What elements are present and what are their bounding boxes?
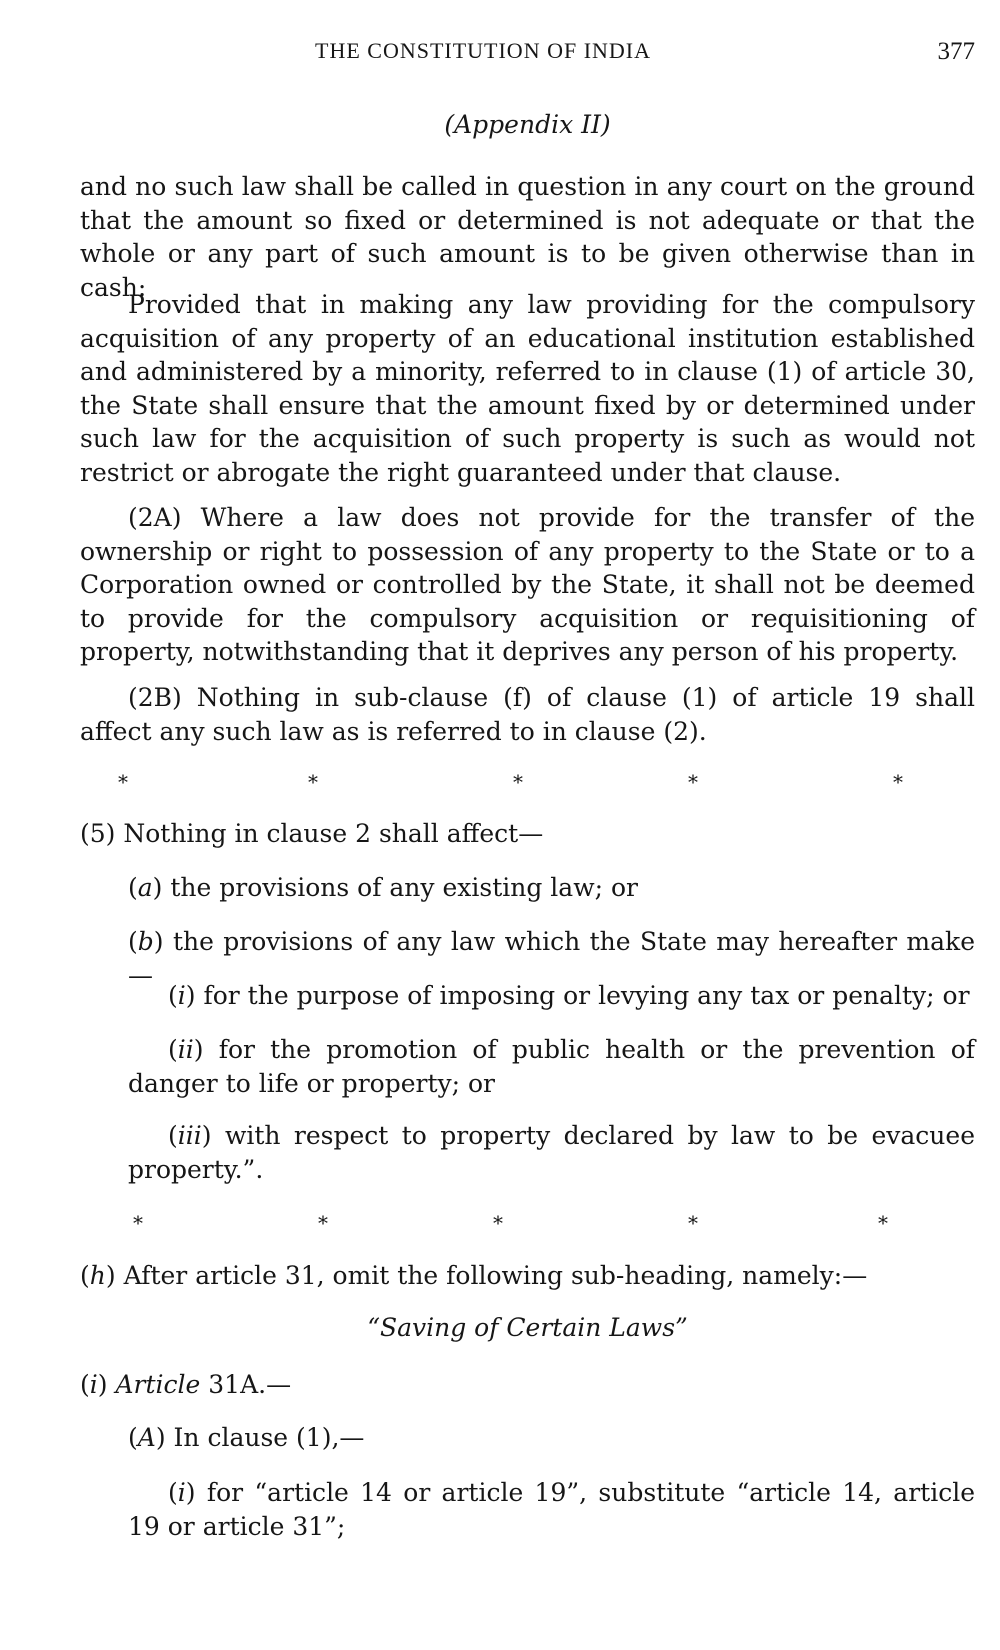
clause-marker: i bbox=[177, 981, 186, 1010]
omission-stars bbox=[80, 1211, 975, 1241]
paragraph-clause-5b: (b) the provisions of any law which the State may hereafter make— bbox=[128, 927, 975, 990]
clause-marker: i bbox=[177, 1478, 186, 1507]
paragraph-proviso: Provided that in making any law providing for the compulsory acquisition of any property of an educational institution established and administered by a minority, referred to in clause (1) of article 30, the State shall ensure that the amount fixed by or determined under such law for the acquisition of such property is such as would not restrict or abrogate the right guaranteed under that clause. bbox=[80, 290, 975, 487]
star: * bbox=[513, 770, 523, 794]
star: * bbox=[493, 1211, 503, 1235]
star: * bbox=[308, 770, 318, 794]
star: * bbox=[688, 1211, 698, 1235]
clause-text: 31A.— bbox=[200, 1370, 292, 1399]
paragraph-clause-h: (h) After article 31, omit the following sub-heading, namely:— bbox=[80, 1261, 868, 1290]
clause-marker: A bbox=[137, 1423, 156, 1452]
paragraph-clause-2b: (2B) Nothing in sub-clause (f) of clause (1) of article 19 shall affect any such law as is referred to in clause (2). bbox=[80, 683, 975, 746]
clause-text: the provisions of any existing law; or bbox=[162, 873, 638, 902]
star: * bbox=[893, 770, 903, 794]
article-label: Article bbox=[115, 1370, 201, 1399]
paragraph-clause-i: (i) Article 31A.— bbox=[80, 1370, 292, 1399]
paragraph-clause-A-i: (i) for “article 14 or article 19”, substitute “article 14, article 19 or article 31”; bbox=[128, 1478, 975, 1541]
page-number: 377 bbox=[937, 38, 975, 65]
star: * bbox=[318, 1211, 328, 1235]
paragraph-clause-A: (A) In clause (1),— bbox=[128, 1423, 365, 1452]
clause-text: After article 31, omit the following sub-heading, namely:— bbox=[115, 1261, 868, 1290]
appendix-label: (Appendix II) bbox=[444, 110, 611, 139]
clause-text: with respect to property declared by law to be evacuee property.”. bbox=[128, 1121, 975, 1184]
clause-marker: i bbox=[89, 1370, 98, 1399]
star: * bbox=[688, 770, 698, 794]
paragraph-clause-5: (5) Nothing in clause 2 shall affect— bbox=[80, 819, 544, 848]
clause-text: the provisions of any law which the State may hereafter make— bbox=[128, 927, 975, 990]
star: * bbox=[118, 770, 128, 794]
paragraph-clause-5b-ii: (ii) for the promotion of public health or the prevention of danger to life or property; or bbox=[128, 1035, 975, 1098]
paragraph-clause-2a: (2A) Where a law does not provide for the transfer of the ownership or right to possession of any property to the State or to a Corporation owned or controlled by the State, it shall not be deemed to provide for the compulsory acquisition or requisitioning of property, notwithstanding that it deprives any person of his property. bbox=[80, 503, 975, 666]
star: * bbox=[133, 1211, 143, 1235]
clause-text: for “article 14 or article 19”, substitute “article 14, article 19 or article 31”; bbox=[128, 1478, 975, 1541]
paragraph-continuation: and no such law shall be called in question in any court on the ground that the amount so fixed or determined is not adequate or that the whole or any part of such amount is to be given otherwise than in cash: bbox=[80, 172, 975, 302]
clause-text: In clause (1),— bbox=[165, 1423, 365, 1452]
clause-marker: b bbox=[137, 927, 154, 956]
clause-marker: a bbox=[137, 873, 153, 902]
paragraph-clause-5a: (a) the provisions of any existing law; or bbox=[128, 873, 638, 902]
clause-marker: h bbox=[89, 1261, 106, 1290]
clause-marker: iii bbox=[177, 1121, 202, 1150]
sub-heading: “Saving of Certain Laws” bbox=[367, 1313, 688, 1342]
omission-stars bbox=[80, 770, 975, 800]
running-header bbox=[80, 38, 975, 68]
clause-text: for the promotion of public health or the prevention of danger to life or property; or bbox=[128, 1035, 975, 1098]
clause-marker: ii bbox=[177, 1035, 194, 1064]
paragraph-clause-5b-i: (i) for the purpose of imposing or levying any tax or penalty; or bbox=[168, 981, 970, 1010]
header-title: THE CONSTITUTION OF INDIA bbox=[315, 38, 652, 63]
clause-text: for the purpose of imposing or levying any tax or penalty; or bbox=[195, 981, 970, 1010]
star: * bbox=[878, 1211, 888, 1235]
paragraph-clause-5b-iii: (iii) with respect to property declared by law to be evacuee property.”. bbox=[128, 1121, 975, 1184]
